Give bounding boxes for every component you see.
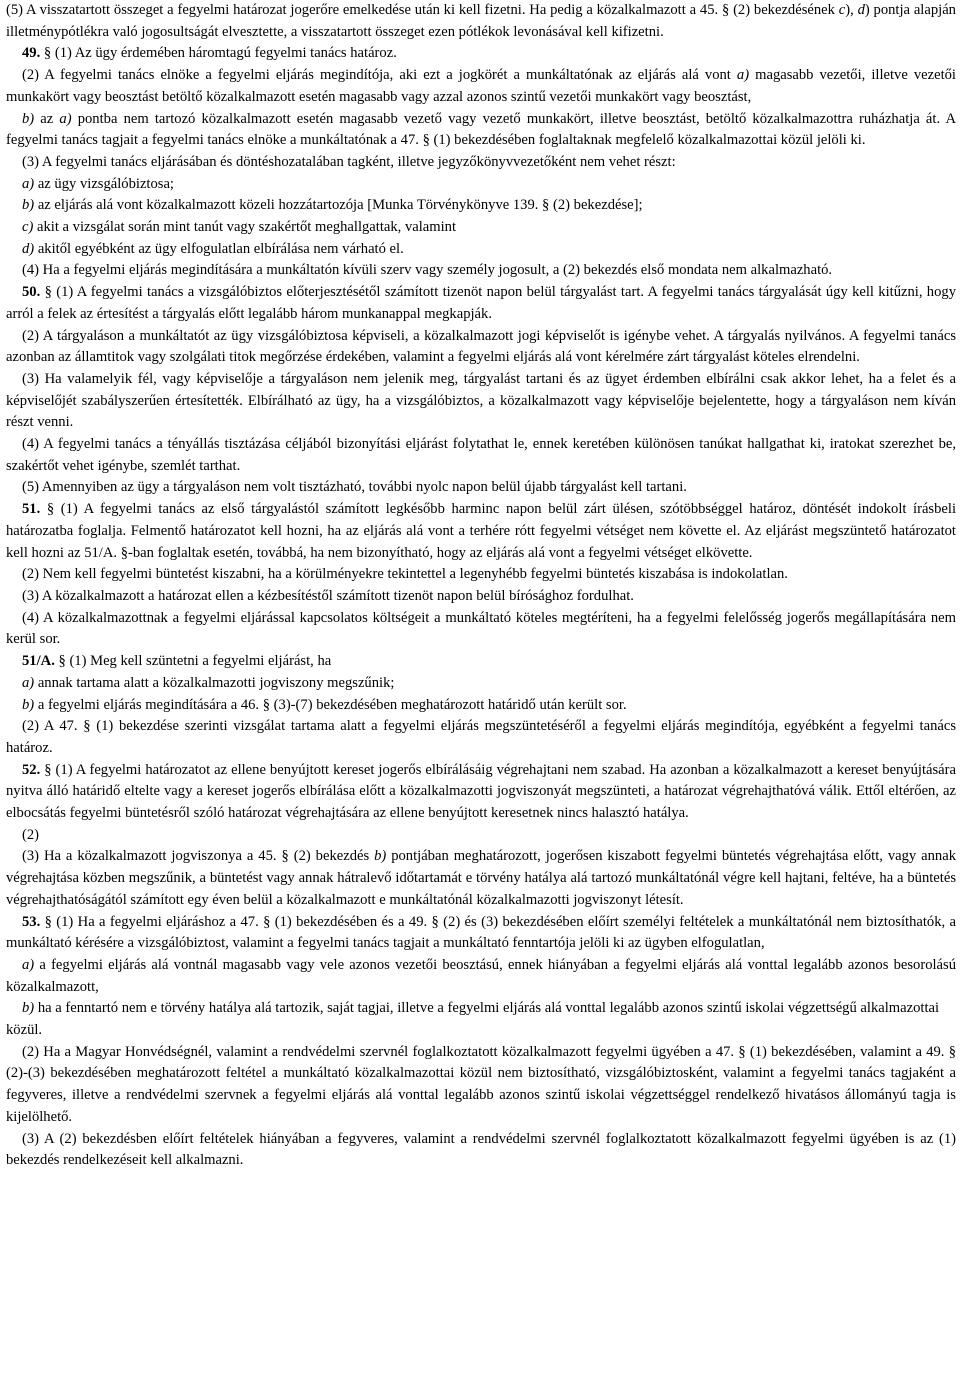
paragraph: d) akitől egyébként az ügy elfogulatlan elbírálása nem várható el. — [22, 240, 404, 257]
paragraph: 51/A. § (1) Meg kell szüntetni a fegyelmi eljárást, ha — [22, 653, 332, 670]
paragraph: a) a fegyelmi eljárás alá vontnál magasabb vagy vele azonos vezetői beosztású, ennek hiányában a fegyelmi eljárás alá vonttal legalább azonos besorolású közalkalmazott, — [6, 956, 956, 995]
paragraph: (3) A fegyelmi tanács eljárásában és döntéshozatalában tagként, illetve jegyzőkönyvvezetőként nem vehet részt: — [22, 153, 676, 170]
paragraph: (3) Ha a közalkalmazott jogviszonya a 45. § (2) bekezdés b) pontjában meghatározott, jogerősen kiszabott fegyelmi büntetés végrehajtása előtt, vagy annak végrehajtása közben megszűnik, a büntetést vagy annak hátralevő időtartamát e törvény hatálya alá tartozó munkáltatónál végre kell hajtani, feltéve, ha a büntetés végrehajthatóságától számított egy éven belül a közalkalmazott e munkáltatónál közalkalmazotti jogviszonyt létesít. — [6, 848, 956, 908]
paragraph: (4) Ha a fegyelmi eljárás megindítására a munkáltatón kívüli szerv vagy személy jogosult, a (2) bekezdés első mondata nem alkalmazható. — [22, 262, 833, 279]
paragraph: (2) A fegyelmi tanács elnöke a fegyelmi eljárás megindítója, aki ezt a jogkörét a munkáltatónak az eljárás alá vont a) magasabb vezetői, illetve vezetői munkakört vagy beosztást betöltő közalkalmazott esetén magasabb vagy azzal azonos szintű vezetői munkakört vagy beosztást, — [6, 67, 956, 105]
paragraph: (2) A tárgyaláson a munkáltatót az ügy vizsgálóbiztosa képviseli, a közalkalmazott jogi képviselőt is igénybe vehet. A tárgyalás nyilvános. A fegyelmi tanács azonban az államtitok vagy szolgálati titok megőrzése érdekében, valamint a fegyelmi eljárás alá vont kérelmére zárt tárgyalást köteles elrendelni. — [6, 327, 956, 366]
paragraph: (4) A közalkalmazottnak a fegyelmi eljárással kapcsolatos költségeit a munkáltató köteles megtéríteni, ha a fegyelmi felelősség jogerős megállapítására nem kerül sor. — [6, 609, 956, 648]
paragraph: 49. § (1) Az ügy érdemében háromtagú fegyelmi tanács határoz. — [22, 45, 397, 62]
paragraph: (2) Nem kell fegyelmi büntetést kiszabni, ha a körülményekre tekintettel a legenyhébb fegyelmi büntetés kiszabása is indokolatlan. — [22, 566, 788, 583]
paragraph: 51. § (1) A fegyelmi tanács az első tárgyalástól számított legkésőbb harminc napon belül zárt ülésen, szótöbbséggel határoz, döntését indokolt írásbeli határozatba foglalja. Felmentő határozatot kell hozni, ha az eljárás alá vont a terhére rótt fegyelmi vétséget nem követte el. Az eljárást megszüntető határozatot kell hozni az 51/A. §-ban foglaltak esetén, továbbá, ha nem bizonyítható, hogy az eljárás alá vont a fegyelmi vétséget elkövette. — [6, 501, 956, 561]
paragraph: a) az ügy vizsgálóbiztosa; — [22, 175, 174, 192]
paragraph: 50. § (1) A fegyelmi tanács a vizsgálóbiztos előterjesztésétől számított tizenöt napon belül tárgyalást tart. A fegyelmi tanács tárgyalását úgy kell kitűzni, hogy arról a felek az értesítést a tárgyalás előtt legalább három munkanappal megkapják. — [6, 284, 956, 322]
paragraph: b) ha a fenntartó nem e törvény hatálya alá tartozik, saját tagjai, illetve a fegyelmi eljárás alá vonttal legalább azonos szintű iskolai végzettségű alkalmazottai — [22, 1000, 940, 1017]
paragraph: közül. — [6, 1022, 43, 1039]
paragraph: (4) A fegyelmi tanács a tényállás tisztázása céljából bizonyítási eljárást folytathat le, ennek keretében különösen tanúkat hallgathat ki, iratokat szerezhet be, szakértőt vehet igénybe, szemlét tarthat. — [6, 436, 956, 474]
paragraph: b) az eljárás alá vont közalkalmazott közeli hozzátartozója [Munka Törvénykönyve 139. § (2) bekezdése]; — [22, 197, 643, 214]
paragraph: b) a fegyelmi eljárás megindítására a 46. § (3)-(7) bekezdésében meghatározott határidő után került sor. — [22, 696, 627, 713]
paragraph: (5) Amennyiben az ügy a tárgyaláson nem volt tisztázható, további nyolc napon belül újabb tárgyalást kell tartani. — [22, 479, 687, 496]
paragraph: (5) A visszatartott összeget a fegyelmi határozat jogerőre emelkedése után ki kell fizetni. Ha pedig a közalkalmazott a 45. § (2) bekezdésének c), d) pontja alapján illetménypótlékra való jogosultságát elvesztette, a visszatartott összeget ezen pótlékok levonásával kell kifizetni. — [6, 2, 956, 40]
paragraph: b) az a) pontba nem tartozó közalkalmazott esetén magasabb vezető vagy vezető munkakört, illetve beosztást, betöltő közalkalmazottra ruházhatja át. A fegyelmi tanács tagjait a fegyelmi tanács elnöke a munkáltatónak a 47. § (1) bekezdésében foglaltaknak megfelelő közalkalmazottai közül jelöli ki. — [6, 110, 956, 149]
document-body — [6, 0, 956, 1172]
paragraph: 53. § (1) Ha a fegyelmi eljáráshoz a 47. § (1) bekezdésében és a 49. § (2) és (3) bekezdésében előírt személyi feltételek a munkáltatónál nem biztosíthatók, a munkáltató kérésére a vizsgálóbiztost, valamint a fegyelmi tanács tagjait a munkáltató fenntartója jelöli ki az ügyben elfogulatlan, — [6, 913, 956, 952]
paragraph: (2) — [22, 826, 40, 843]
paragraph: 52. § (1) A fegyelmi határozatot az ellene benyújtott kereset jogerős elbírálásáig végrehajtani nem szabad. Ha azonban a közalkalmazott a kereset benyújtására nyitva álló határidő eltelte vagy a kereset jogerős elbírálása előtt a közalkalmazotti jogviszonyát megszünteti, a határozat végrehajthatóvá válik. Ettől eltérően, az elbocsátás fegyelmi büntetésről szóló határozat végrehajtására az ellene benyújtott keresetnek nincs halasztó hatálya. — [6, 761, 956, 822]
paragraph: (2) A 47. § (1) bekezdése szerinti vizsgálat tartama alatt a fegyelmi eljárás megszüntetéséről a fegyelmi eljárás megindítója, egyébként a fegyelmi tanács határoz. — [6, 718, 956, 756]
paragraph: c) akit a vizsgálat során mint tanút vagy szakértőt meghallgattak, valamint — [22, 219, 457, 236]
paragraph: (3) A közalkalmazott a határozat ellen a kézbesítéstől számított tizenöt napon belül bírósághoz fordulhat. — [22, 587, 634, 604]
paragraph: (2) Ha a Magyar Honvédségnél, valamint a rendvédelmi szervnél foglalkoztatott közalkalmazott fegyelmi ügyében a 47. § (1) bekezdésében, valamint a 49. § (2)-(3) bekezdésében meghatározott feltétel a munkáltató közalkalmazottai közül nem biztosítható, vizsgálóbiztosként, valamint a fegyelmi tanács tagjaként a fegyveres, illetve a rendvédelmi szervnek a fegyelmi eljárás alá vonttal legalább azonos szintű iskolai végzettséggel rendelkező hivatásos állományú tagja is kijelölhető. — [6, 1043, 956, 1125]
paragraph: (3) A (2) bekezdésben előírt feltételek hiányában a fegyveres, valamint a rendvédelmi szervnél foglalkoztatott közalkalmazott fegyelmi ügyében is az (1) bekezdés rendelkezéseit kell alkalmazni. — [6, 1130, 956, 1169]
paragraph: a) annak tartama alatt a közalkalmazotti jogviszony megszűnik; — [22, 674, 395, 691]
paragraph: (3) Ha valamelyik fél, vagy képviselője a tárgyaláson nem jelenik meg, tárgyalást tartani és az ügyet érdemben elbírálni csak akkor lehet, ha a felet és a képviselőjét szabályszerűen értesítették. Elbírálható az ügy, ha a vizsgálóbiztos, a közalkalmazott vagy képviselője bejelentette, hogy a tárgyaláson nem kíván részt venni. — [6, 370, 956, 431]
